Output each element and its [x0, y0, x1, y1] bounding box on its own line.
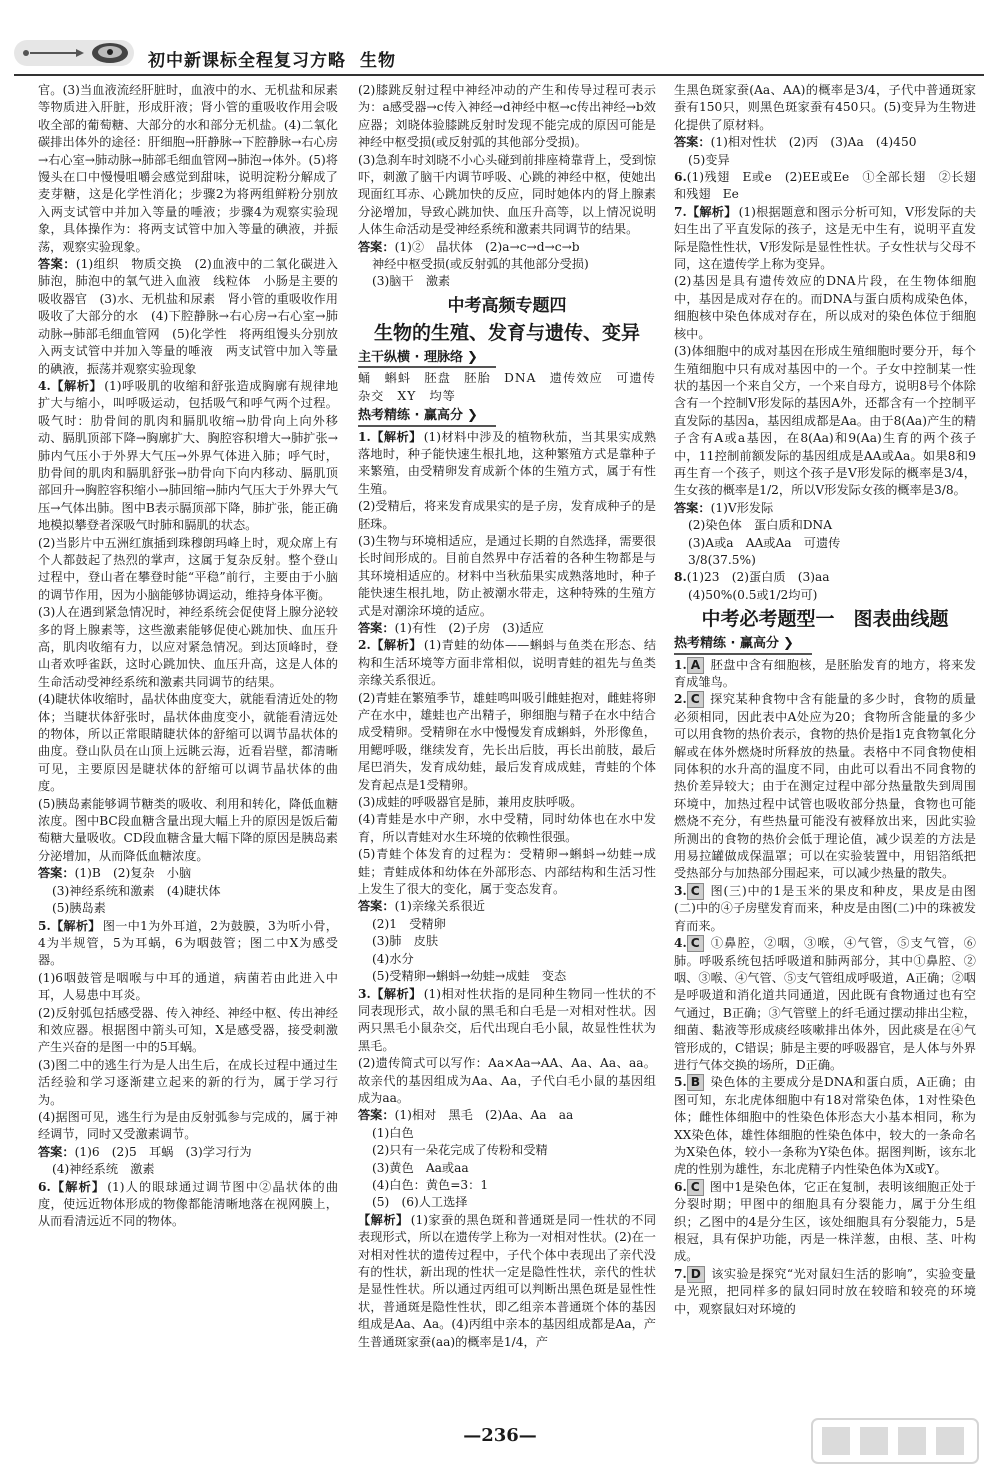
paragraph: (2)当影片中五洲红旗插到珠穆朗玛峰上时，观众席上有个人都鼓起了热烈的掌声，这属于复杂反射。整个登山过程中，登山者在攀登时能“平稳”前行，主要由于小脑的调节作用，因为小脑能够协调运动，维持身体平衡。 — [38, 535, 338, 602]
question-item — [358, 637, 656, 689]
question-text: (1)残翅 E或e (2)EE或Ee ①全部长翅 ②长翅和残翅 Ee — [674, 170, 976, 202]
question-text: 图(三)中的1是玉米的果皮和种皮，果皮是由图(二)中的④子房壁发育而来，种皮是由图(二)中的珠被发育而来。 — [674, 883, 976, 933]
question-number: 3. — [358, 986, 371, 1001]
analysis-tag: 【解析】 — [370, 638, 422, 653]
question-text: (1)呼吸肌的收缩和舒张造成胸廓有规律地扩大与缩小，叫呼吸运动，包括吸气和呼气两个过程。吸气时：肋骨间的肌肉和膈肌收缩→肋骨向上向外移动、膈肌顶部下降→胸廓扩大、胸腔容积增大→肺扩张→肺内气压小于外界大气压→外界气体进入肺；呼气时，肋骨间的肌肉和膈肌舒张→肋骨向下向内移动、膈肌顶部回升→胸腔容积缩小→肺回缩→肺内气压大于外界大气压→气体出肺。图中B表示膈顶部下降，肺扩张，能正确地模拟攀登者深吸气时肺和膈肌的状态。 — [38, 378, 339, 533]
choice-item — [674, 657, 976, 692]
paragraph: (2)青蛙在繁殖季节，雄蛙鸣叫吸引雌蛙抱对，雌蛙将卵产在水中，雄蛙也产出精子，卵细胞与精子在水中结合成受精卵。受精卵在水中慢慢发育成蝌蚪，外形像鱼，用鳃呼吸，继续发育，先长出后肢，再长出前肢，最后尾巴消失，发育成幼蛙，最后发育成成蛙，青蛙的个体发育起点是1受精卵。 — [358, 690, 656, 792]
header-divider — [14, 74, 984, 76]
answer-text: (1)亲缘关系很近 — [394, 899, 485, 914]
answer-paragraph — [358, 239, 656, 256]
answer-continuation: (5)变异 — [688, 152, 730, 167]
question-item — [38, 378, 338, 535]
answer-text: (1)相对性状 (2)丙 (3)Aa (4)450 — [710, 135, 917, 150]
question-text: ①鼻腔，②咽，③喉，④气管，⑤支气管，⑥肺。呼吸系统包括呼吸道和肺两部分，其中①鼻腔、②咽、③喉、④气管、⑤支气管组成呼吸道，A正确；②咽是呼吸道和消化道共同通道，因此既有食物通过也有空气通过，B正确；③气管壁上的纤毛通过摆动排出尘粒，细菌、黏液等形成痰经咳嗽排出体外，因此痰是在④气管形成的，C错误；肺是主要的呼吸器官，是人体与外界进行气体交换的场所，D正确。 — [674, 936, 976, 1072]
analysis-tag: 【解析】 — [686, 204, 737, 219]
question-item — [674, 569, 976, 586]
section-label: 热考精练 · 赢高分 ❯ — [674, 635, 812, 654]
answer-continuation: (3)神经系统和激素 (4)睫状体 — [52, 883, 221, 898]
paragraph: (2)反射弧包括感受器、传入神经、神经中枢、传出神经和效应器。根据图中箭头可知，X是感受器，接受刺激产生兴奋的是图一中的5耳蜗。 — [38, 1005, 338, 1055]
answer-text: (1)相对 黑毛 (2)Aa、Aa aa — [394, 1108, 574, 1123]
topic-heading: 中考高频专题四 — [447, 295, 567, 316]
question-text: 探究某种食物中含有能量的多少时，食物的质量必须相同，因此表中A处应为20；食物所含能量的多少可以用食物的热价表示，食物的热价是指1克食物氧化分解或在体外燃烧时所释放的热量。表格中不同食物使相同体积的水升高的温度不同，由此可以看出不同食物的热价差异较大；由于在测定过程中部分热量散失到周围环境中，加热过程中试管也吸收部分热量，食物也可能燃烧不充分，有些热量可能没有被释放出来，因此实验所测出的食物的热价会低于理论值，减少误差的方法是用易拉罐做成保温罩；可以在实验装置中，用铝箔纸把受热部分与加热部分围起来，可以减少热量的散失。 — [674, 692, 976, 881]
answer-label: 答案： — [674, 500, 711, 515]
paragraph: (1)6咽鼓管是咽喉与中耳的通道，病菌若由此进入中耳，人易患中耳炎。 — [38, 970, 338, 1003]
answer-choice-badge: D — [687, 1266, 705, 1283]
keyword-list: 蛹 蝌蚪 胚盘 胚胎 DNA 遗传效应 可遗传 杂交 XY 均等 — [358, 371, 670, 403]
question-item — [358, 429, 656, 499]
answer-choice-badge: C — [687, 883, 704, 900]
question-number: 8. — [674, 570, 687, 585]
column-left — [38, 82, 338, 1411]
question-text: (1)相对性状指的是同种生物同一性状的不同表现形式，故小鼠的黑毛和白毛是一对相对性状。因两只黑毛小鼠杂交，后代出现白毛小鼠，故显性性状为黑毛。 — [358, 986, 657, 1053]
answer-text: (1)V形发际 — [710, 500, 774, 515]
book-title: 初中新课标全程复习方略 — [148, 51, 346, 71]
question-number: 5. — [38, 918, 51, 933]
page-header — [0, 0, 1000, 78]
book-series-logo-icon — [14, 40, 134, 66]
question-number: 4. — [674, 936, 687, 951]
answer-continuation: (3)肺 皮肤 — [372, 934, 439, 949]
choice-item — [674, 1266, 976, 1318]
paragraph: (3)生物与环境相适应，是通过长期的自然选择，需要很长时间形成的。目前自然界中存活着的各种生物都是与其环境相适应的。材料中当秋茄果实成熟落地时，种子能快速生根扎地，防止被潮水带走，这种特殊的生殖方式是对潮涂环境的适应。 — [358, 533, 656, 618]
answer-label: 答案： — [358, 620, 395, 635]
answer-continuation: (3)脑干 激素 — [372, 274, 451, 289]
question-item — [358, 1212, 656, 1351]
question-number: 6. — [674, 170, 687, 185]
answer-continuation: (1)白色 — [372, 1125, 414, 1140]
answer-label: 答案： — [38, 1144, 75, 1159]
question-text: 胚盘中含有细胞核，是胚胎发育的地方，将来发育成雏鸟。 — [674, 657, 976, 689]
answer-paragraph — [38, 865, 338, 882]
question-item — [674, 169, 976, 204]
answer-continuation: (4)水分 — [372, 951, 414, 966]
question-number: 3. — [674, 883, 687, 898]
question-number: 1. — [358, 429, 371, 444]
question-number: 6. — [674, 1179, 687, 1194]
answer-paragraph — [674, 500, 976, 517]
answer-text: (1)组织 物质交换 (2)血液中的二氧化碳进入肺泡，肺泡中的氧气进入血液 线粒体 小肠是主要的吸收器官 (3)水、无机盐和尿素 肾小管的重吸收作用吸收了大部分的水 (4)下腔静脉→右心房→右心室→肺动脉→肺部毛细血管网 (5)化学性 将两组馒头分别放入两支试管中并加入等量的唾液 两支试管中加入等量的碘液，振荡并观察实验现象 — [38, 257, 339, 376]
question-number: 7. — [674, 1266, 687, 1281]
answer-continuation: 神经中枢受损(或反射弧的其他部分受损) — [372, 257, 589, 272]
question-item — [358, 986, 656, 1056]
section-label-row — [358, 405, 656, 428]
answer-continuation: (2)只有一朵花完成了传粉和受精 — [372, 1143, 548, 1158]
section-label-row — [674, 633, 976, 656]
answer-choice-badge: C — [687, 691, 704, 708]
section-label-row — [358, 347, 656, 370]
question-text: (1)材料中涉及的植物秋茄，当其果实成熟落地时，种子能快速生根扎地，这种繁殖方式是靠种子来繁殖，由受精卵发育成新个体的生殖方式，属于有性生殖。 — [358, 429, 657, 496]
question-number: 7. — [674, 204, 687, 219]
topic-heading: 生物的生殖、发育与遗传、变异 — [373, 321, 640, 344]
answer-continuation: (5)胰岛素 — [52, 901, 106, 916]
paragraph: (2)膝跳反射过程中神经冲动的产生和传导过程可表示为：a感受器→c传入神经→d神经中枢→c传出神经→b效应器；刘晓体验膝跳反射时发现不能完成的原因可能是神经中枢受损(或反射弧的其他部分受损)。 — [358, 83, 656, 150]
chevron-right-icon: ❯ — [783, 636, 794, 652]
answer-paragraph — [674, 134, 976, 151]
answer-text: (1)B (2)复杂 小脑 — [74, 866, 192, 881]
answer-label: 答案： — [358, 1108, 395, 1123]
answer-choice-badge: B — [687, 1074, 704, 1091]
answer-label: 答案： — [358, 239, 395, 254]
question-item — [674, 204, 976, 274]
paragraph: (3)体细胞中的成对基因在形成生殖细胞时要分开，每个生殖细胞中只有成对基因中的一个。子女中控制某一性状的基因一个来自父方，一个来自母方，说明8号个体除含有一个控制V形发际的基因A外，还都含有一个控制平直发际的基因a，基因组成都是Aa。由于8(Aa)产生的精子含有A或a基因，在8(Aa)和9(Aa)生育的两个孩子中，11控制前额发际的基因组成是AA或Aa。如果8和9再生育一个孩子，则这个孩子是V形发际的概率是3/4，生女孩的概率是1/2，所以V形发际女孩的概率是3/8。 — [674, 344, 976, 498]
answer-paragraph — [358, 898, 656, 915]
answer-text: (1)有性 (2)子房 (3)适应 — [394, 620, 544, 635]
choice-item — [674, 1074, 976, 1178]
analysis-tag: 【解析】 — [358, 1212, 409, 1227]
question-item — [38, 918, 338, 970]
answer-label: 答案： — [358, 899, 395, 914]
answer-label: 答案： — [674, 135, 711, 150]
paragraph: (4)青蛙是水中产卵，水中受精，同时幼体也在水中发育，所以青蛙对水生环境的依赖性很强。 — [358, 812, 656, 844]
subject-label: 生物 — [360, 51, 396, 71]
answer-continuation: (4)神经系统 激素 — [52, 1162, 155, 1177]
choice-item — [674, 935, 976, 1074]
paragraph: (2)遗传简式可以写作：Aa×Aa→AA、Aa、Aa、aa。故亲代的基因组成为Aa、Aa，子代白毛小鼠的基因组成为aa。 — [358, 1056, 656, 1105]
choice-item — [674, 1179, 976, 1266]
answer-continuation: 3/8(37.5%) — [688, 552, 756, 567]
paragraph: (4)睫状体收缩时，晶状体曲度变大，就能看清近处的物体；当睫状体舒张时，晶状体曲度变小，就能看清远处的物体，所以正常眼睛睫状体的舒缩可以调节晶状体的曲度。登山队员在山顶上远眺云海，近看岩壁，都清晰可见，主要原因是睫状体的舒缩可以调节晶状体的曲度。 — [38, 692, 338, 794]
question-text: 图中1是染色体，它正在复制，表明该细胞正处于分裂时期；甲图中的细胞具有分裂能力，属于分生组织；乙图中的4是分生区，该处细胞具有分裂能力，5是根冠，具有保护功能，丙是一株洋葱，由根、茎、叶构成。 — [674, 1179, 976, 1264]
answer-text: (1)6 (2)5 耳蜗 (3)学习行为 — [74, 1144, 252, 1159]
question-text: (1)人的眼球通过调节图中②晶状体的曲度，使远近物体形成的物像都能清晰地落在视网膜上，从而看清远近不同的物体。 — [38, 1179, 339, 1229]
page-number: —236— — [463, 1425, 537, 1446]
paragraph: (5)青蛙个体发育的过程为：受精卵→蝌蚪→幼蛙→成蛙；青蛙成体和幼体在外部形态、内部结构和生活习性上发生了很大的变化，属于变态发育。 — [358, 847, 656, 897]
question-number: 2. — [674, 692, 687, 707]
analysis-tag: 【解析】 — [370, 429, 422, 444]
paragraph: (2)受精后，将来发育成果实的是子房，发育成种子的是胚珠。 — [358, 499, 656, 531]
column-right — [674, 82, 976, 1411]
paragraph: (4)据图可见，逃生行为是由反射弧参与完成的，属于神经调节，同时又受激素调节。 — [38, 1109, 338, 1142]
paragraph: (3)人在遇到紧急情况时，神经系统会促使肾上腺分泌较多的肾上腺素等，这些激素能够促使心跳加快、血压升高，肌肉收缩有力，以应对紧急情况。到达顶峰时，登山者欢呼雀跃，这时心跳加快、血压升高，这是人体的生命活动受神经系统和激素共同调节的结果。 — [38, 605, 338, 689]
answer-paragraph — [358, 1107, 656, 1124]
column-middle — [358, 82, 670, 1411]
answer-continuation: (3)A或a AA或Aa 可遗传 — [688, 535, 841, 550]
paragraph: (3)成蛙的呼吸器官是肺，兼用皮肤呼吸。 — [358, 795, 583, 810]
chevron-right-icon: ❯ — [467, 349, 478, 365]
answer-continuation: (2)1 受精卵 — [372, 916, 446, 931]
answer-continuation: (2)染色体 蛋白质和DNA — [688, 518, 833, 533]
analysis-tag: 【解析】 — [50, 1179, 106, 1194]
answer-choice-badge: C — [687, 935, 704, 952]
answer-label: 答案： — [38, 866, 75, 881]
section-label: 主干纵横 · 理脉络 ❯ — [358, 349, 496, 368]
answer-paragraph — [358, 620, 656, 637]
paragraph: (2)基因是具有遗传效应的DNA片段，在生物体细胞中，基因是成对存在的。而DNA与蛋白质构成染色体，细胞核中染色体成对存在，所以成对的染色体位于细胞核中。 — [674, 274, 976, 341]
answer-continuation: (4)50%(0.5或1/2均可) — [688, 587, 818, 602]
answer-paragraph — [38, 1144, 338, 1161]
question-number: 4. — [38, 378, 51, 393]
analysis-tag: 【解析】 — [50, 918, 101, 933]
answer-continuation: (3)黄色 Aa或aa — [372, 1160, 469, 1175]
topic-heading: 中考必考题型一 图表曲线题 — [701, 608, 949, 631]
answer-continuation: (5) (6)人工选择 — [372, 1195, 468, 1210]
answer-choice-badge: C — [687, 1179, 704, 1196]
analysis-tag: 【解析】 — [370, 986, 422, 1001]
question-text: (1)根据题意和图示分析可知，V形发际的夫妇生出了平直发际的孩子，这是无中生有，说明平直发际是隐性性状，V形发际是显性性状。子女性状与父母不同，这在遗传学上称为变异。 — [674, 204, 977, 272]
question-number: 2. — [358, 638, 371, 653]
answer-paragraph — [38, 256, 338, 378]
question-number: 6. — [38, 1179, 51, 1194]
answer-continuation: (5)受精卵→蝌蚪→幼蛙→成蛙 变态 — [372, 969, 567, 984]
paragraph: (5)胰岛素能够调节糖类的吸收、利用和转化，降低血糖浓度。图中BC段血糖含量出现大幅上升的原因是饭后葡萄糖大量吸收。CD段血糖含量大幅下降的原因是胰岛素分泌增加，从而降低血糖浓度。 — [38, 796, 338, 863]
question-text: 图一中1为外耳道，2为鼓膜，3为听小骨，4为半规管，5为耳蜗，6为咽鼓管；图二中X为感受器。 — [38, 918, 338, 968]
question-text: 该实验是探究“光对鼠妇生活的影响”，实验变量是光照，把同样多的鼠妇同时放在较暗和较亮的环境中，观察鼠妇对环境的 — [674, 1266, 976, 1316]
paragraph: 生黑色斑家蚕(Aa、AA)的概率是3/4，子代中普通斑家蚕有150只，则黑色斑家蚕有450只。(5)变异为生物进化提供了原材料。 — [674, 83, 976, 132]
chevron-right-icon: ❯ — [467, 408, 478, 424]
paragraph: (3)图二中的逃生行为是人出生后，在成长过程中通过生活经验和学习逐渐建立起来的新的行为，属于学习行为。 — [38, 1057, 338, 1107]
question-text: (1)23 (2)蛋白质 (3)aa — [686, 570, 830, 585]
answer-text: (1)② 晶状体 (2)a→c→d→c→b — [394, 239, 580, 254]
page-header-title — [148, 46, 396, 71]
question-text: (1)青蛙的幼体——蝌蚪与鱼类在形态、结构和生活环境等方面非常相似，说明青蛙的祖先与鱼类亲缘关系很近。 — [358, 638, 657, 688]
question-number: 1. — [674, 657, 687, 672]
choice-item — [674, 883, 976, 935]
answer-label: 答案： — [38, 257, 76, 272]
section-label: 热考精练 · 赢高分 ❯ — [358, 407, 496, 426]
question-text: (1)家蚕的黑色斑和普通斑是同一性状的不同表现形式，所以在遗传学上称为一对相对性状。(2)在一对相对性状的遗传过程中，子代个体中表现出了亲代没有的性状，新出现的性状一定是隐性性状，亲代的性状是显性性状。所以通过丙组可以判断出黑色斑是显性性状，普通斑是隐性性状，即乙组亲本普通斑个体的基因组成是Aa、Aa。(4)丙组中亲本的基因组成都是Aa，产生普通斑家蚕(aa)的概率是1/4，产 — [358, 1212, 657, 1349]
answer-continuation: (4)白色：黄色=3：1 — [372, 1177, 489, 1192]
choice-item — [674, 691, 976, 882]
question-item — [38, 1179, 338, 1231]
answer-choice-badge: A — [687, 657, 704, 674]
question-text: 染色体的主要成分是DNA和蛋白质，A正确；由图可知，东北虎体细胞中有18对常染色体，1对性染色体；雌性体细胞中的性染色体形态大小基本相同，称为XX染色体，雄性体细胞的性染色体中，较大的一条命名为X染色体，较小一条称为Y染色体。据图判断，该东北虎的性别为雄性，东北虎精子内性染色体为X或Y。 — [674, 1075, 976, 1177]
analysis-tag: 【解析】 — [50, 378, 103, 393]
paragraph: (3)急刹车时刘晓不小心头碰到前排座椅靠背上，受到惊吓，刺激了脑干内调节呼吸、心跳的神经中枢，使她出现面红耳赤、心跳加快的反应，同时她体内的肾上腺素分泌增加，导致心跳加快、血压升高等，以上情况说明人体生命活动是受神经系统和激素共同调节的结果。 — [358, 152, 656, 237]
paragraph: 官。(3)当血液流经肝脏时，血液中的水、无机盐和尿素等物质进入肝脏，形成肝液；肾小管的重吸收作用会吸收全部的葡萄糖、大部分的水和部分无机盐。(4)二氧化碳排出体外的途径：肝细胞→肝静脉→下腔静脉→右心房→右心室→肺动脉→肺部毛细血管网→肺泡→体外。(5)将馒头在口中慢慢咀嚼会感觉到甜味，说明淀粉分解成了麦芽糖，这是化学性消化；步骤2为将两组鲜粉分别放入两支试管中并加入等量的唾液；步骤4为观察实验现象，具体操作为：将两支试管中加入等量的碘液，并振荡，观察实验现象。 — [38, 83, 338, 254]
watermark-logo-icon — [810, 1417, 980, 1465]
question-number: 5. — [674, 1075, 687, 1090]
